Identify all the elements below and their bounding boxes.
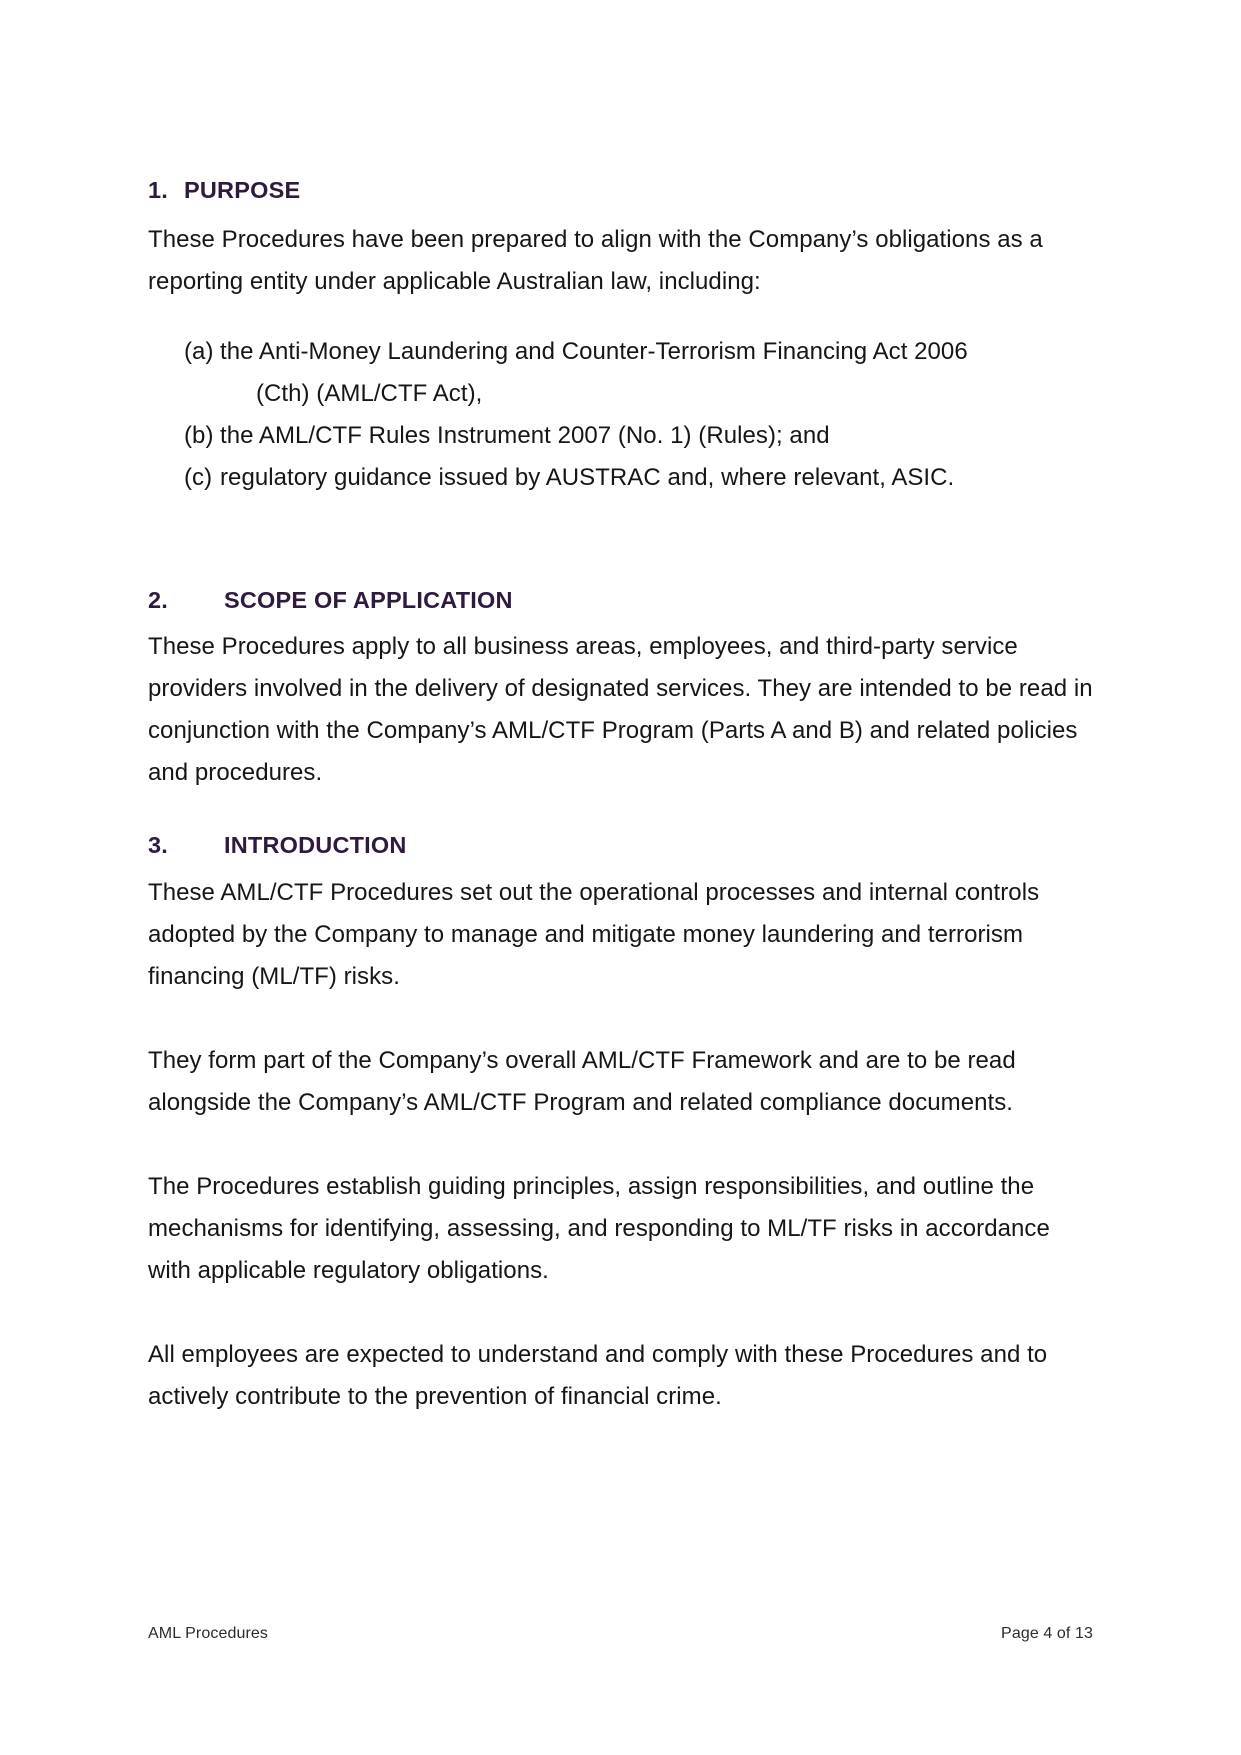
footer-document-title: AML Procedures bbox=[148, 1625, 268, 1642]
page-footer bbox=[148, 1625, 1093, 1643]
section-title: INTRODUCTION bbox=[224, 832, 407, 859]
list-item-line: the Anti-Money Laundering and Counter-Terrorism Financing Act 2006 bbox=[220, 337, 968, 365]
paragraph-intro-4: All employees are expected to understand and comply with these Procedures and to actively contribute to the prevention of financial crime. bbox=[148, 1341, 1048, 1411]
list-item-text bbox=[220, 331, 1098, 415]
section-heading-scope bbox=[148, 585, 1098, 617]
list-item-continuation: (Cth) (AML/CTF Act), bbox=[256, 379, 483, 407]
section-number: 1. bbox=[148, 177, 168, 203]
section-spacer bbox=[148, 499, 1098, 585]
paragraph-purpose-intro: These Procedures have been prepared to align with the Company’s obligations as a reporting entity under applicable Australian law, including: bbox=[148, 225, 1043, 295]
section-title: SCOPE OF APPLICATION bbox=[224, 586, 513, 613]
legislation-list bbox=[148, 331, 1098, 499]
section-title: PURPOSE bbox=[184, 177, 301, 203]
section-heading-purpose bbox=[148, 175, 1098, 207]
list-item bbox=[148, 331, 1098, 415]
section-heading-introduction bbox=[148, 830, 1098, 862]
footer-page-number: Page 4 of 13 bbox=[1001, 1625, 1093, 1642]
list-item-text bbox=[220, 415, 1098, 457]
section-number: 3. bbox=[148, 832, 168, 859]
page-content bbox=[148, 175, 1098, 1418]
section-number: 2. bbox=[148, 586, 168, 613]
list-item bbox=[148, 457, 1098, 499]
paragraph-intro-2: They form part of the Company’s overall AML/CTF Framework and are to be read alongside the Company’s AML/CTF Program and related compliance documents. bbox=[148, 1047, 1016, 1117]
list-item-marker: (a) bbox=[184, 337, 214, 365]
list-item-marker: (c) bbox=[184, 463, 213, 491]
list-item-text bbox=[220, 457, 1098, 499]
paragraph-scope: These Procedures apply to all business areas, employees, and third-party service providers involved in the delivery of designated services. They are intended to be read in conjunction with the Company’s AML/CTF Program (Parts A and B) and related policies and procedures. bbox=[148, 633, 1093, 787]
paragraph-intro-3: The Procedures establish guiding principles, assign responsibilities, and outline the mechanisms for identifying, assessing, and responding to ML/TF risks in accordance with applicable regulatory obligations. bbox=[148, 1173, 1050, 1285]
list-item bbox=[148, 415, 1098, 457]
list-item-marker: (b) bbox=[184, 421, 214, 449]
section-spacer bbox=[148, 794, 1098, 830]
list-item-line: the AML/CTF Rules Instrument 2007 (No. 1) (Rules); and bbox=[220, 421, 830, 449]
list-item-line: regulatory guidance issued by AUSTRAC and, where relevant, ASIC. bbox=[220, 463, 955, 491]
paragraph-intro-1: These AML/CTF Procedures set out the operational processes and internal controls adopted by the Company to manage and mitigate money laundering and terrorism financing (ML/TF) risks. bbox=[148, 879, 1040, 991]
